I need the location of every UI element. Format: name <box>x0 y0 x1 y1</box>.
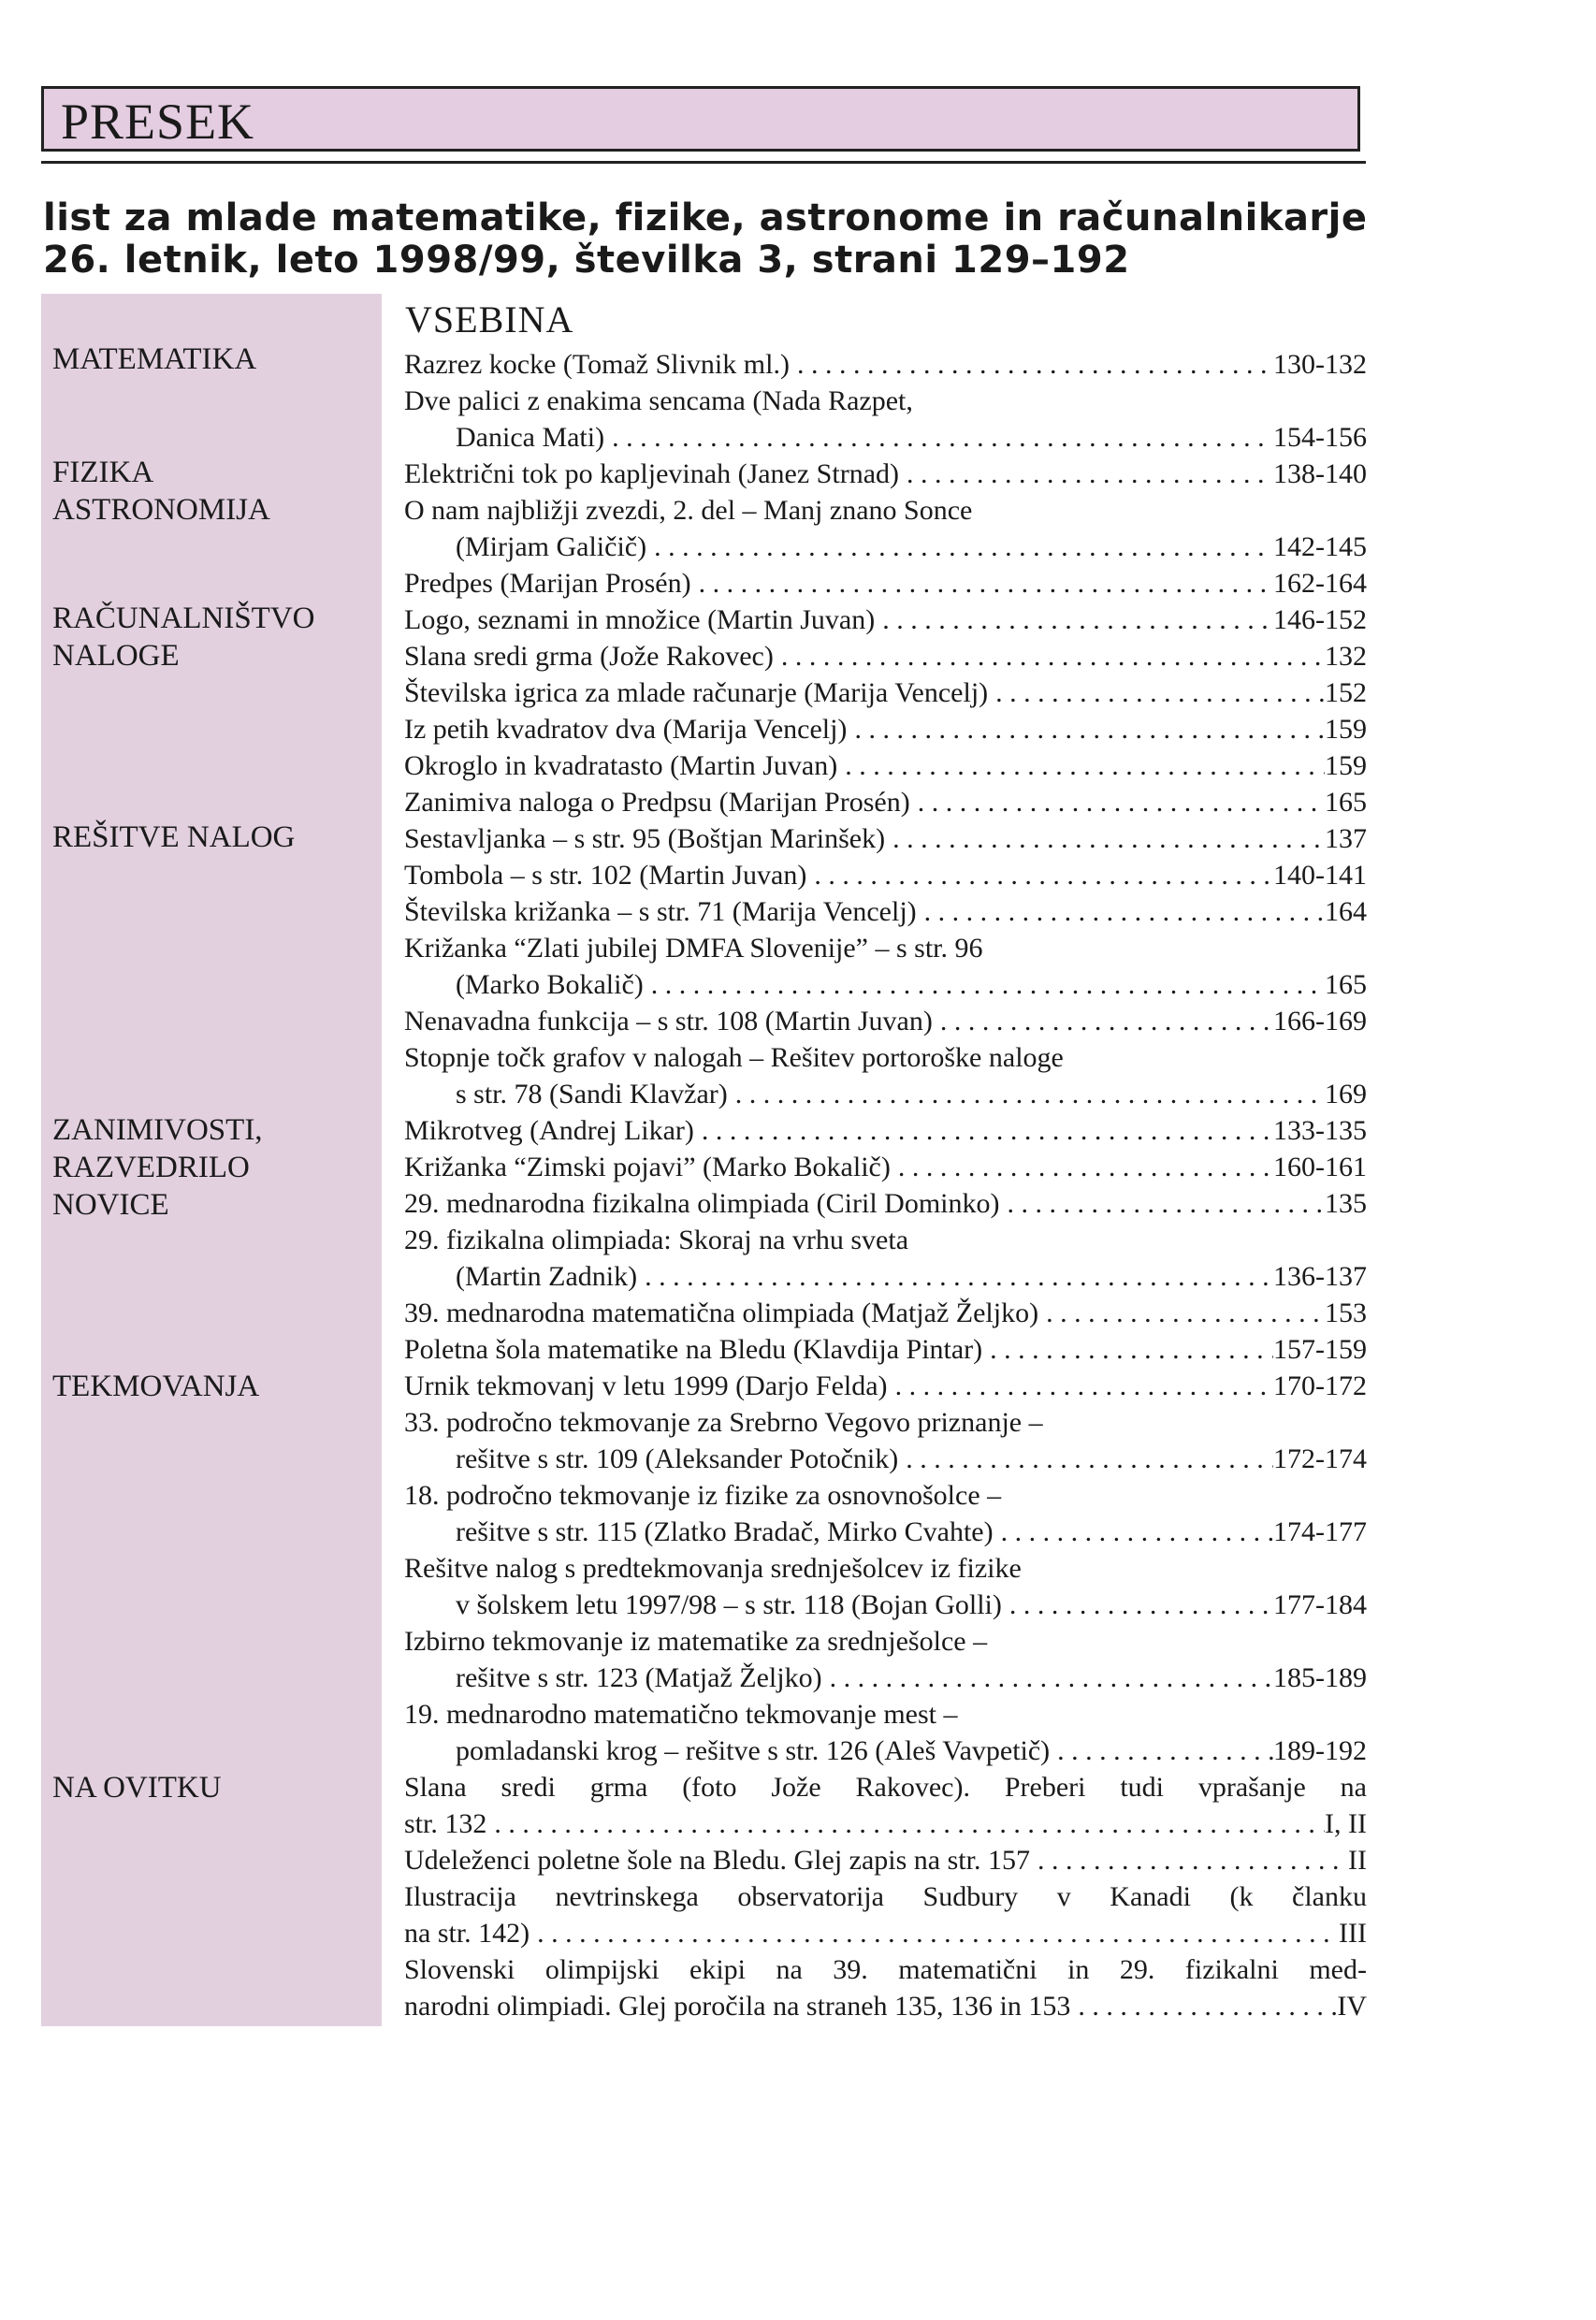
toc-entry-page: 146-152 <box>1273 604 1367 635</box>
toc-entry-title: Rešitve nalog s predtekmovanja srednješolcev iz fizike <box>404 1553 1022 1584</box>
toc-entry-page: 185-189 <box>1273 1662 1367 1693</box>
dot-leader <box>837 747 1325 784</box>
toc-entry-page: 157-159 <box>1273 1334 1367 1365</box>
toc-entry-page: 189-192 <box>1273 1735 1367 1766</box>
toc-entry <box>404 346 1367 383</box>
category-astronomija: ASTRONOMIJA <box>52 493 270 527</box>
toc-entry <box>404 492 1367 565</box>
header-rule <box>41 161 1366 164</box>
toc-entry <box>404 456 1367 492</box>
toc-entry-page: III <box>1339 1918 1367 1949</box>
table-of-contents <box>404 346 1367 2024</box>
toc-entry-page: 159 <box>1325 714 1367 745</box>
toc-entry-title: Okroglo in kvadratasto (Martin Juvan) <box>404 750 838 781</box>
dot-leader <box>691 565 1273 602</box>
toc-entry <box>404 857 1367 893</box>
toc-heading: VSEBINA <box>405 298 574 341</box>
toc-entry <box>404 1149 1367 1185</box>
toc-entry-title: Udeleženci poletne šole na Bledu. Glej zapis na str. 157 <box>404 1845 1030 1876</box>
toc-entry <box>404 565 1367 602</box>
toc-entry-title: v šolskem letu 1997/98 – s str. 118 (Bojan Golli) <box>456 1589 1002 1620</box>
toc-entry-page: IV <box>1337 1991 1367 2022</box>
category-novice: NOVICE <box>52 1188 169 1222</box>
category-naloge: NALOGE <box>52 639 180 673</box>
toc-entry <box>404 784 1367 820</box>
toc-entry <box>404 711 1367 747</box>
category-razvedrilo: RAZVEDRILO <box>52 1151 250 1184</box>
toc-entry-title: Mikrotveg (Andrej Likar) <box>404 1115 694 1146</box>
dot-leader <box>774 638 1325 674</box>
toc-entry <box>404 930 1367 1003</box>
toc-entry-title: Tombola – s str. 102 (Martin Juvan) <box>404 860 807 891</box>
toc-entry-page: 132 <box>1325 641 1367 672</box>
toc-entry-title: Električni tok po kapljevinah (Janez Strnad) <box>404 458 899 489</box>
toc-entry-title: Križanka “Zimski pojavi” (Marko Bokalič) <box>404 1152 891 1182</box>
toc-entry <box>404 1842 1367 1878</box>
dot-leader <box>898 1441 1273 1477</box>
toc-entry-title: rešitve s str. 109 (Aleksander Potočnik) <box>456 1443 899 1474</box>
toc-entry <box>404 1039 1367 1112</box>
toc-entry-title: (Mirjam Galičič) <box>456 531 647 562</box>
toc-entry-page: 154-156 <box>1273 422 1367 453</box>
toc-entry-page: II <box>1348 1845 1367 1876</box>
dot-leader <box>933 1003 1273 1039</box>
toc-entry-page: 165 <box>1325 969 1367 1000</box>
toc-entry-page: 159 <box>1325 750 1367 781</box>
toc-entry-title: pomladanski krog – rešitve s str. 126 (Aleš Vavpetič) <box>456 1735 1051 1766</box>
toc-entry-page: 174-177 <box>1273 1516 1367 1547</box>
dot-leader <box>604 419 1273 456</box>
toc-entry-title: Izbirno tekmovanje iz matematike za srednješolce – <box>404 1626 988 1657</box>
toc-entry-title: rešitve s str. 115 (Zlatko Bradač, Mirko Cvahte) <box>456 1516 994 1547</box>
toc-entry-page: 160-161 <box>1273 1152 1367 1182</box>
dot-leader <box>1000 1185 1325 1222</box>
toc-entry-page: 142-145 <box>1273 531 1367 562</box>
toc-entry <box>404 747 1367 784</box>
dot-leader <box>1002 1587 1273 1623</box>
dot-leader <box>1070 1988 1337 2024</box>
toc-entry-page: 166-169 <box>1273 1006 1367 1037</box>
toc-entry-title: Urnik tekmovanj v letu 1999 (Darjo Felda) <box>404 1370 888 1401</box>
toc-entry-title: str. 132 <box>404 1808 487 1839</box>
toc-entry <box>404 1222 1367 1295</box>
toc-entry-title: Iz petih kvadratov dva (Marija Vencelj) <box>404 714 848 745</box>
toc-entry-title: Dve palici z enakima sencama (Nada Razpet, <box>404 385 913 416</box>
toc-entry-title: rešitve s str. 123 (Matjaž Željko) <box>456 1662 822 1693</box>
dot-leader <box>888 1368 1273 1404</box>
dot-leader <box>982 1331 1273 1368</box>
toc-entry-page: 133-135 <box>1273 1115 1367 1146</box>
toc-entry-page: 137 <box>1325 823 1367 854</box>
toc-entry-title: Ilustracija nevtrinskega observatorija Sudbury v Kanadi (k članku <box>404 1881 1367 1912</box>
subtitle-line-1: list za mlade matematike, fizike, astronome in računalnikarje <box>43 196 1368 239</box>
toc-entry-page: 164 <box>1325 896 1367 927</box>
category-fizika: FIZIKA <box>52 456 154 489</box>
dot-leader <box>694 1112 1273 1149</box>
dot-leader <box>988 674 1325 711</box>
toc-entry-title: Razrez kocke (Tomaž Slivnik ml.) <box>404 349 790 380</box>
toc-entry-page: 162-164 <box>1273 568 1367 599</box>
toc-entry-title: narodni olimpiadi. Glej poročila na straneh 135, 136 in 153 <box>404 1991 1071 2022</box>
toc-entry <box>404 383 1367 456</box>
toc-entry <box>404 1477 1367 1550</box>
toc-entry-title: Številska križanka – s str. 71 (Marija Vencelj) <box>404 896 917 927</box>
dot-leader <box>875 602 1273 638</box>
toc-entry-title: Nenavadna funkcija – s str. 108 (Martin Juvan) <box>404 1006 933 1037</box>
category-zanimivosti: ZANIMIVOSTI, <box>52 1113 263 1147</box>
dot-leader <box>899 456 1273 492</box>
toc-entry <box>404 1112 1367 1149</box>
toc-entry-title: na str. 142) <box>404 1918 530 1949</box>
dot-leader <box>646 529 1273 565</box>
toc-entry-title: O nam najbližji zvezdi, 2. del – Manj znano Sonce <box>404 495 973 526</box>
toc-entry <box>404 1331 1367 1368</box>
subtitle-line-2: 26. letnik, leto 1998/99, številka 3, strani 129–192 <box>43 239 1130 282</box>
journal-title-box <box>41 86 1360 152</box>
toc-entry-page: 177-184 <box>1273 1589 1367 1620</box>
toc-entry-page: 169 <box>1325 1079 1367 1109</box>
dot-leader <box>885 820 1325 857</box>
toc-entry-title: Križanka “Zlati jubilej DMFA Slovenije” – s str. 96 <box>404 933 983 964</box>
toc-entry-page: 130-132 <box>1273 349 1367 380</box>
journal-title: PRESEK <box>61 94 255 150</box>
dot-leader <box>994 1514 1273 1550</box>
toc-entry-title: Logo, seznami in množice (Martin Juvan) <box>404 604 876 635</box>
dot-leader <box>728 1076 1325 1112</box>
toc-entry <box>404 1623 1367 1696</box>
toc-entry-page: 170-172 <box>1273 1370 1367 1401</box>
category-matematika: MATEMATIKA <box>52 342 257 376</box>
toc-entry-title: Slana sredi grma (Jože Rakovec) <box>404 641 774 672</box>
dot-leader <box>891 1149 1273 1185</box>
toc-entry <box>404 1185 1367 1222</box>
dot-leader <box>1050 1733 1273 1769</box>
toc-entry-page: 172-174 <box>1273 1443 1367 1474</box>
toc-entry-title: (Marko Bokalič) <box>456 969 644 1000</box>
toc-entry-title: Številska igrica za mlade računarje (Marija Vencelj) <box>404 677 989 708</box>
toc-entry-page: 153 <box>1325 1298 1367 1328</box>
toc-entry-title: Sestavljanka – s str. 95 (Boštjan Marinšek) <box>404 823 886 854</box>
dot-leader <box>637 1258 1273 1295</box>
toc-entry-title: 19. mednarodno matematično tekmovanje mest – <box>404 1699 958 1730</box>
toc-entry <box>404 638 1367 674</box>
toc-entry <box>404 1951 1367 2024</box>
dot-leader <box>486 1805 1325 1842</box>
toc-entry-title: Slana sredi grma (foto Jože Rakovec). Preberi tudi vprašanje na <box>404 1772 1367 1803</box>
toc-entry-title: 29. fizikalna olimpiada: Skoraj na vrhu sveta <box>404 1225 909 1255</box>
toc-entry-page: 135 <box>1325 1188 1367 1219</box>
toc-entry-title: (Martin Zadnik) <box>456 1261 638 1292</box>
toc-entry-title: s str. 78 (Sandi Klavžar) <box>456 1079 728 1109</box>
toc-entry <box>404 1769 1367 1842</box>
toc-entry-title: 18. področno tekmovanje iz fizike za osnovnošolce – <box>404 1480 1002 1511</box>
dot-leader <box>806 857 1273 893</box>
toc-entry-title: Slovenski olimpijski ekipi na 39. matematični in 29. fizikalni med- <box>404 1954 1367 1985</box>
dot-leader <box>822 1660 1273 1696</box>
category-sidebar <box>41 294 382 2026</box>
toc-entry-page: 152 <box>1325 677 1367 708</box>
toc-entry-title: Predpes (Marijan Prosén) <box>404 568 691 599</box>
toc-entry <box>404 893 1367 930</box>
toc-entry <box>404 1404 1367 1477</box>
toc-entry-title: Danica Mati) <box>456 422 605 453</box>
dot-leader <box>847 711 1325 747</box>
dot-leader <box>644 966 1325 1003</box>
toc-entry-page: 136-137 <box>1273 1261 1367 1292</box>
toc-entry-title: Poletna šola matematike na Bledu (Klavdija Pintar) <box>404 1334 983 1365</box>
dot-leader <box>917 893 1325 930</box>
toc-entry <box>404 674 1367 711</box>
toc-entry <box>404 602 1367 638</box>
toc-entry <box>404 1878 1367 1951</box>
category-na-ovitku: NA OVITKU <box>52 1771 222 1805</box>
category-tekmovanja: TEKMOVANJA <box>52 1370 260 1403</box>
toc-entry-page: 138-140 <box>1273 458 1367 489</box>
toc-entry-page: I, II <box>1325 1808 1367 1839</box>
dot-leader <box>910 784 1325 820</box>
dot-leader <box>790 346 1273 383</box>
dot-leader <box>530 1915 1339 1951</box>
toc-entry-title: Zanimiva naloga o Predpsu (Marijan Prosén) <box>404 787 910 818</box>
toc-entry <box>404 1550 1367 1623</box>
toc-entry-page: 165 <box>1325 787 1367 818</box>
dot-leader <box>1030 1842 1348 1878</box>
dot-leader <box>1038 1295 1325 1331</box>
toc-entry-page: 140-141 <box>1273 860 1367 891</box>
toc-entry <box>404 820 1367 857</box>
category-racunalnistvo: RAČUNALNIŠTVO <box>52 602 315 635</box>
toc-entry <box>404 1368 1367 1404</box>
toc-entry <box>404 1696 1367 1769</box>
toc-entry-title: 33. področno tekmovanje za Srebrno Vegovo priznanje – <box>404 1407 1043 1438</box>
category-resitve-nalog: REŠITVE NALOG <box>52 820 296 854</box>
toc-entry <box>404 1295 1367 1331</box>
toc-entry-title: Stopnje točk grafov v nalogah – Rešitev portoroške naloge <box>404 1042 1064 1073</box>
toc-entry-title: 29. mednarodna fizikalna olimpiada (Ciril Dominko) <box>404 1188 1000 1219</box>
toc-entry <box>404 1003 1367 1039</box>
toc-entry-title: 39. mednarodna matematična olimpiada (Matjaž Željko) <box>404 1298 1039 1328</box>
